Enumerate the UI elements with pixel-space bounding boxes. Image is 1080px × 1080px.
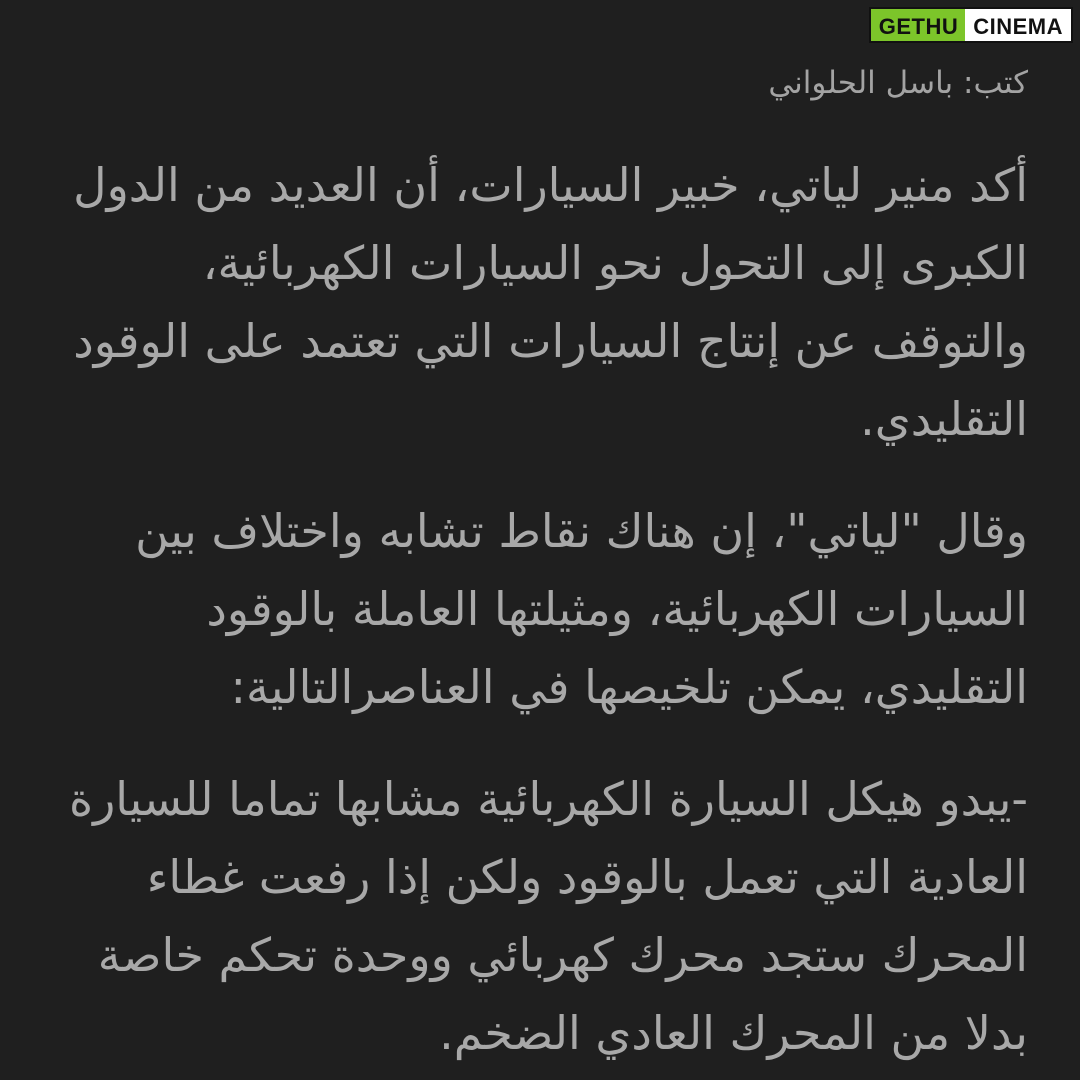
article-body (48, 62, 1028, 1072)
logo-text-cinema: CINEMA (965, 9, 1071, 41)
paragraph-quote: وقال "لياتي"، إن هناك نقاط تشابه واختلاف بين السيارات الكهربائية، ومثيلتها العاملة بالوقود التقليدي، يمكن تلخيصها في العناصرالتالية: (135, 504, 1028, 714)
logo-text-gethu: GETHU (871, 9, 966, 41)
author-byline: كتب: باسل الحلواني (768, 65, 1028, 101)
paragraph-intro: أكد منير لياتي، خبير السيارات، أن العديد من الدول الكبرى إلى التحول نحو السيارات الكهربائية، والتوقف عن إنتاج السيارات التي تعتمد على الوقود التقليدي. (73, 158, 1028, 446)
paragraph-detail: -يبدو هيكل السيارة الكهربائية مشابها تماما للسيارة العادية التي تعمل بالوقود ولكن إذا رفعت غطاء المحرك ستجد محرك كهربائي ووحدة تحكم خاصة بدلا من المحرك العادي الضخم. (68, 772, 1028, 1060)
gethucinema-logo (869, 7, 1073, 43)
